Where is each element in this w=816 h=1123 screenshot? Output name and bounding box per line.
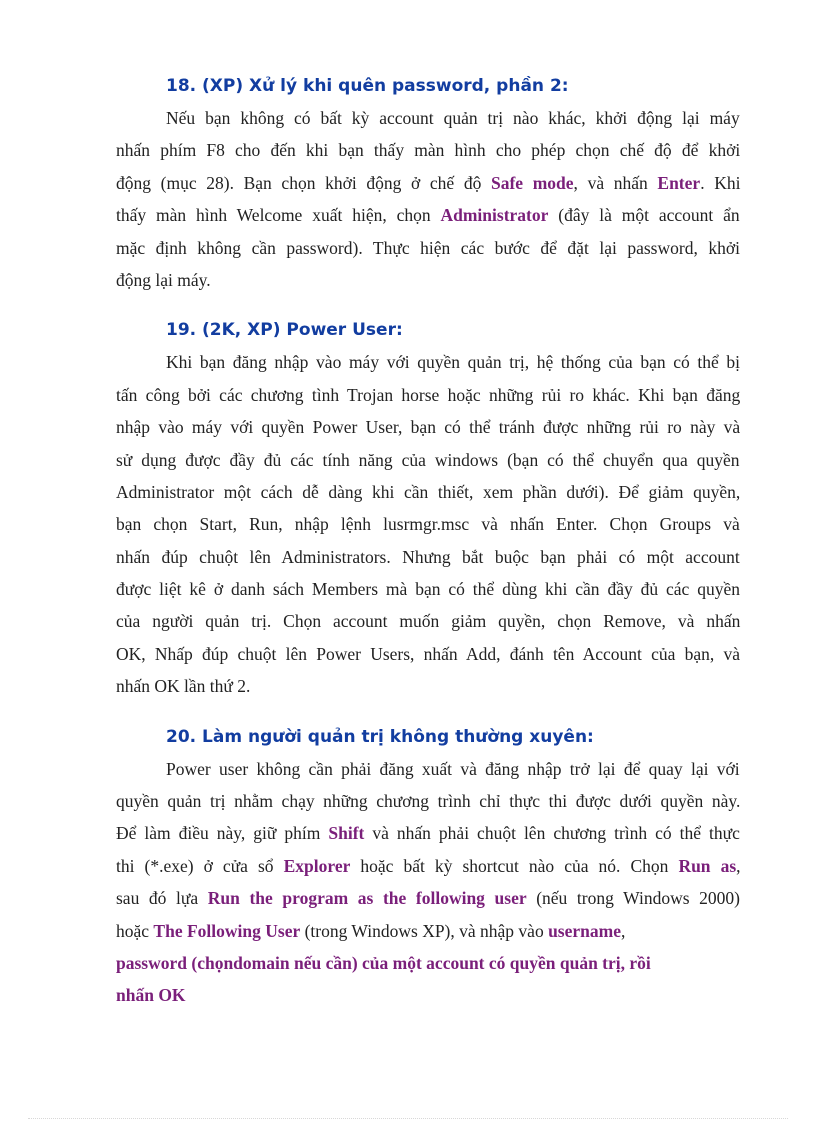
text-run: (đây là một account ẩn	[548, 205, 740, 226]
highlighted-term: username	[548, 920, 621, 941]
text-run: ,	[736, 855, 741, 876]
text-run: sau đó lựa	[116, 888, 208, 909]
text-run: ,	[620, 920, 626, 941]
highlighted-term: Administrator	[440, 205, 549, 226]
text-run: nhập vào máy với quyền Power User, bạn có thể tránh được những rủi ro này và	[116, 417, 741, 438]
paragraph-line	[116, 785, 740, 817]
paragraph-line	[116, 573, 740, 605]
section-19	[116, 314, 740, 720]
text-run: thấy màn hình Welcome xuất hiện, chọn	[116, 205, 441, 226]
text-run: mặc định không cần password). Thực hiện các bước để đặt lại password, khởi	[116, 237, 740, 258]
text-run: tấn công bởi các chương tình Trojan horse hoặc những rủi ro khác. Khi bạn đăng	[116, 384, 741, 405]
section-18	[116, 70, 740, 314]
highlighted-term: Run the program as the following user	[207, 888, 527, 909]
section-paragraph	[116, 753, 740, 1012]
paragraph-line	[116, 167, 740, 199]
text-run: (trong Windows XP), và nhập vào	[300, 920, 549, 941]
highlighted-term: The Following User	[153, 920, 301, 941]
text-run: nhấn OK lần thứ 2.	[116, 676, 251, 697]
text-run: , và nhấn	[573, 172, 658, 193]
highlighted-term: nhấn OK	[116, 985, 186, 1006]
paragraph-line	[116, 541, 740, 573]
text-run: quyền quản trị nhằm chạy những chương trình chỉ thực thi được dưới quyền này.	[116, 791, 741, 812]
highlighted-term: password (chọndomain nếu cần) của một account có quyền quản trị, rồi	[116, 952, 651, 973]
highlighted-term: Run as	[678, 855, 737, 876]
paragraph-line	[116, 232, 740, 264]
text-run: và nhấn phải chuột lên chương trình có thể thực	[364, 823, 740, 844]
section-heading: 20. Làm người quản trị không thường xuyên:	[166, 726, 594, 747]
paragraph-line	[116, 102, 740, 134]
highlighted-term: Shift	[328, 823, 365, 844]
text-run: được liệt kê ở danh sách Members mà bạn có thể dùng khi cần đầy đủ các quyền	[116, 579, 741, 600]
text-run: Để làm điều này, giữ phím	[116, 823, 329, 844]
section-paragraph	[116, 346, 740, 702]
text-run: Khi bạn đăng nhập vào máy với quyền quản trị, hệ thống của bạn có thể bị	[166, 352, 740, 373]
paragraph-line	[116, 508, 740, 540]
paragraph-line	[116, 346, 740, 378]
paragraph-line	[116, 444, 740, 476]
paragraph-line	[116, 264, 740, 296]
paragraph-line	[116, 947, 740, 979]
highlighted-term: Enter	[657, 172, 701, 193]
text-run: Administrator một cách dễ dàng khi cần thiết, xem phần dưới). Để giảm quyền,	[116, 481, 741, 502]
text-run: thi (*.exe) ở cửa sổ	[116, 855, 284, 876]
paragraph-line	[116, 817, 740, 849]
paragraph-line	[116, 882, 740, 914]
paragraph-line	[116, 915, 740, 947]
paragraph-line	[116, 850, 740, 882]
text-run: hoặc	[116, 920, 154, 941]
text-run: nhấn phím F8 cho đến khi bạn thấy màn hình cho phép chọn chế độ để khởi	[116, 140, 741, 161]
section-spacer	[116, 703, 740, 721]
text-run: sử dụng được đầy đủ các tính năng của windows (bạn có thể chuyển qua quyền	[116, 449, 740, 470]
highlighted-term: Explorer	[283, 855, 351, 876]
page-bottom-rule	[28, 1118, 788, 1119]
text-run: động lại máy.	[116, 269, 211, 290]
paragraph-line	[116, 199, 740, 231]
paragraph-line	[116, 753, 740, 785]
section-heading: 18. (XP) Xử lý khi quên password, phần 2:	[166, 76, 569, 96]
text-run: Power user không cần phải đăng xuất và đăng nhập trở lại để quay lại với	[166, 758, 740, 779]
text-run: OK, Nhấp đúp chuột lên Power Users, nhấn Add, đánh tên Account của bạn, và	[116, 643, 741, 664]
text-run: . Khi	[700, 172, 741, 193]
section-heading: 19. (2K, XP) Power User:	[166, 320, 403, 341]
highlighted-term: Safe mode	[490, 172, 574, 193]
text-run: nhấn đúp chuột lên Administrators. Nhưng bắt buộc bạn phải có một account	[116, 546, 740, 567]
section-spacer	[116, 296, 740, 314]
paragraph-line	[116, 476, 740, 508]
document-content	[116, 70, 740, 1012]
text-run: (nếu trong Windows 2000)	[526, 888, 740, 909]
paragraph-line	[116, 979, 740, 1011]
text-run: Nếu bạn không có bất kỳ account quản trị nào khác, khởi động lại máy	[166, 108, 740, 128]
paragraph-line	[116, 411, 740, 443]
paragraph-line	[116, 605, 740, 637]
paragraph-line	[116, 379, 740, 411]
text-run: bạn chọn Start, Run, nhập lệnh lusrmgr.msc và nhấn Enter. Chọn Groups và	[116, 514, 740, 535]
text-run: động (mục 28). Bạn chọn khởi động ở chế độ	[116, 172, 491, 193]
paragraph-line	[116, 638, 740, 670]
text-run: của người quản trị. Chọn account muốn giảm quyền, chọn Remove, và nhấn	[116, 611, 741, 632]
section-20	[116, 721, 740, 1012]
section-paragraph	[116, 102, 740, 296]
paragraph-line	[116, 134, 740, 166]
text-run: hoặc bất kỳ shortcut nào của nó. Chọn	[350, 855, 679, 876]
paragraph-line	[116, 670, 740, 702]
